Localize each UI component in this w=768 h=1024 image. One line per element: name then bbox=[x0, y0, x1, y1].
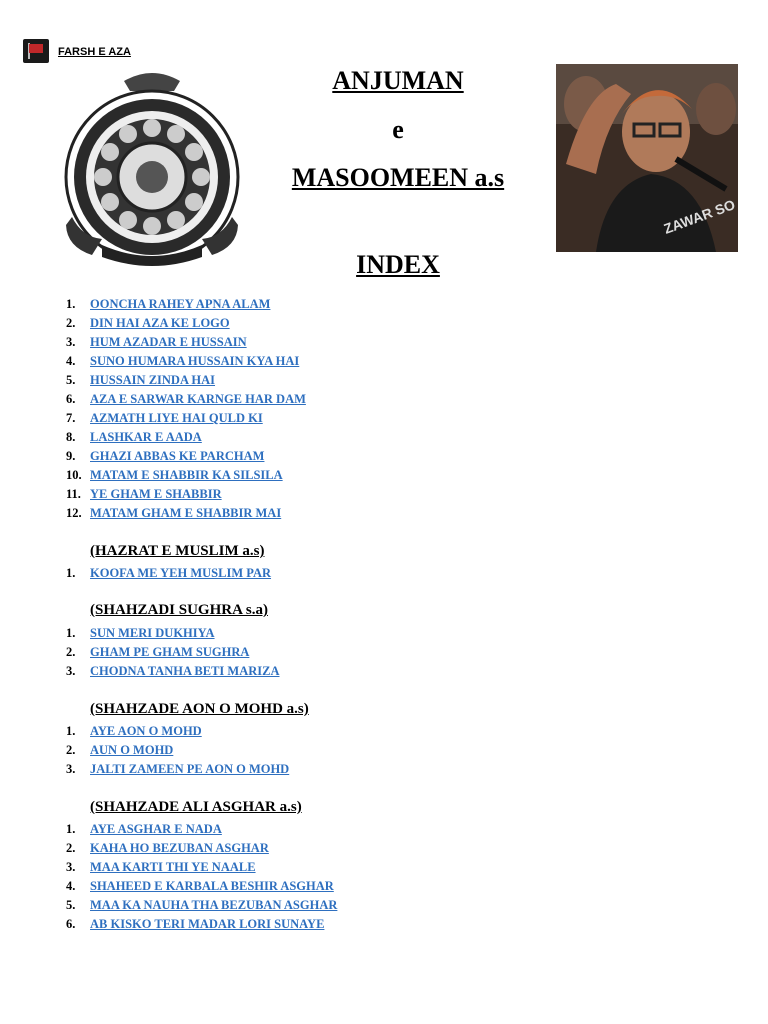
nauha-link[interactable]: MAA KARTI THI YE NAALE bbox=[90, 860, 256, 874]
nauha-link[interactable]: HUSSAIN ZINDA HAI bbox=[90, 373, 216, 387]
photo-shirt-text: ZAWAR SO bbox=[661, 196, 738, 237]
nauha-link[interactable]: AZA E SARWAR KARNGE HAR DAM bbox=[90, 392, 306, 406]
nauha-link[interactable]: AUN O MOHD bbox=[90, 743, 174, 757]
nauha-link[interactable]: HUM AZADAR E HUSSAIN bbox=[90, 335, 247, 349]
section-heading-muslim: (HAZRAT E MUSLIM a.s) bbox=[90, 543, 265, 559]
nauha-link[interactable]: SUN MERI DUKHIYA bbox=[90, 626, 215, 640]
header-label: FARSH E AZA bbox=[58, 46, 131, 58]
nauha-link[interactable]: AB KISKO TERI MADAR LORI SUNAYE bbox=[90, 917, 325, 931]
nauha-link[interactable]: MATAM GHAM E SHABBIR MAI bbox=[90, 506, 282, 520]
index-heading: INDEX bbox=[356, 250, 440, 279]
title-masoomeen: MASOOMEEN a.s bbox=[291, 163, 505, 192]
section-heading-aon-mohd: (SHAHZADE AON O MOHD a.s) bbox=[90, 701, 309, 717]
nauha-link[interactable]: LASHKAR E AADA bbox=[90, 430, 202, 444]
app-logo-icon bbox=[23, 39, 49, 63]
nauha-link[interactable]: SUNO HUMARA HUSSAIN KYA HAI bbox=[90, 354, 300, 368]
nauha-link[interactable]: JALTI ZAMEEN PE AON O MOHD bbox=[90, 762, 290, 776]
nauha-link[interactable]: AZMATH LIYE HAI QULD KI bbox=[90, 411, 263, 425]
nauha-link[interactable]: GHAM PE GHAM SUGHRA bbox=[90, 645, 250, 659]
nauha-link[interactable]: CHODNA TANHA BETI MARIZA bbox=[90, 664, 280, 678]
nauha-link[interactable]: MAA KA NAUHA THA BEZUBAN ASGHAR bbox=[90, 898, 338, 912]
nauha-link[interactable]: YE GHAM E SHABBIR bbox=[90, 487, 222, 501]
nauha-link[interactable]: SHAHEED E KARBALA BESHIR ASGHAR bbox=[90, 879, 334, 893]
section-heading-ali-asghar: (SHAHZADE ALI ASGHAR a.s) bbox=[90, 799, 302, 815]
nauha-link[interactable]: OONCHA RAHEY APNA ALAM bbox=[90, 297, 271, 311]
nauha-link[interactable]: KOOFA ME YEH MUSLIM PAR bbox=[90, 566, 272, 580]
nauha-link[interactable]: DIN HAI AZA KE LOGO bbox=[90, 316, 230, 330]
section-heading-sughra: (SHAHZADI SUGHRA s.a) bbox=[90, 602, 268, 618]
nauha-link[interactable]: MATAM E SHABBIR KA SILSILA bbox=[90, 468, 283, 482]
title-anjuman: ANJUMAN bbox=[332, 66, 464, 95]
nauha-link[interactable]: AYE AON O MOHD bbox=[90, 724, 202, 738]
nauha-link[interactable]: AYE ASGHAR E NADA bbox=[90, 822, 222, 836]
nauha-link[interactable]: GHAZI ABBAS KE PARCHAM bbox=[90, 449, 265, 463]
title-e: e bbox=[392, 115, 404, 144]
nauha-link[interactable]: KAHA HO BEZUBAN ASGHAR bbox=[90, 841, 269, 855]
